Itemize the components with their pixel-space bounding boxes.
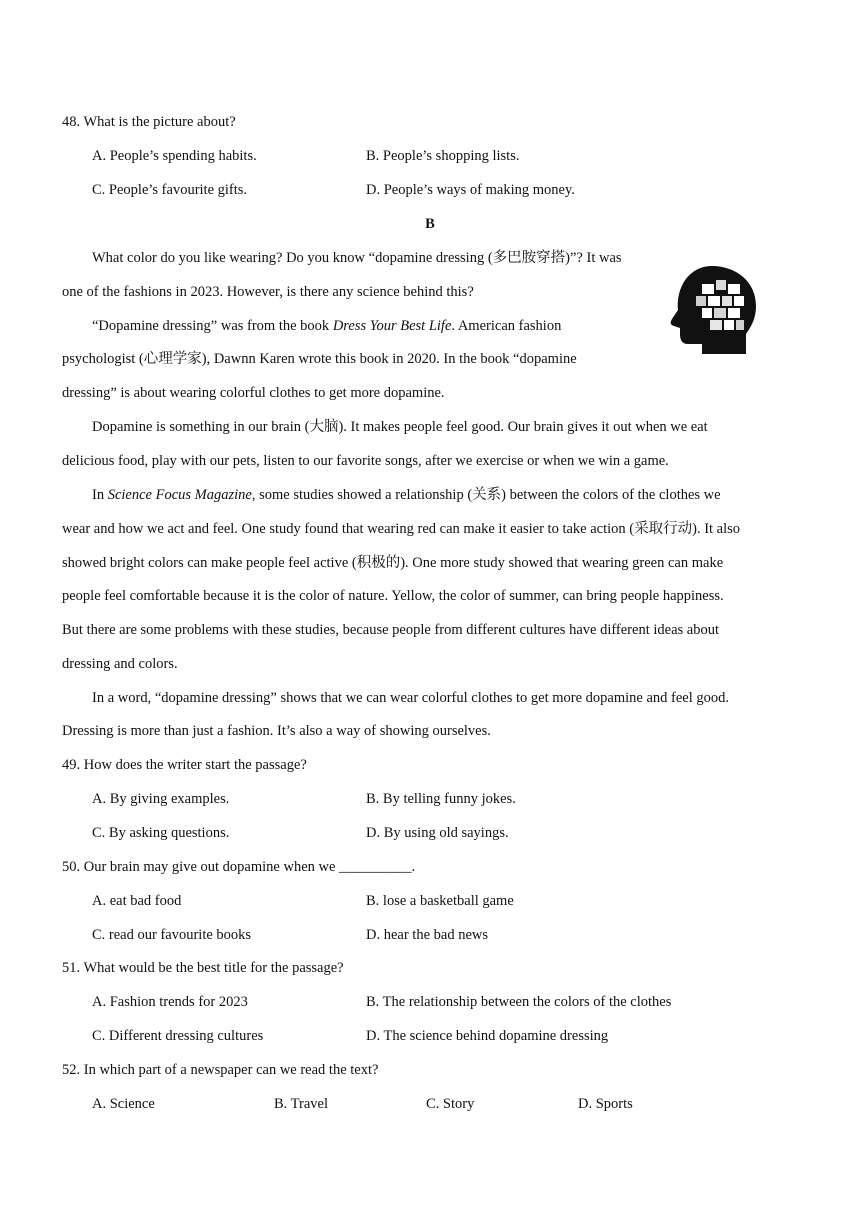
q52-option-d: D. Sports <box>578 1096 633 1112</box>
q49-option-d: D. By using old sayings. <box>366 825 509 841</box>
magazine-title: Science Focus Magazine <box>107 487 252 503</box>
book-title: Dress Your Best Life <box>332 318 452 334</box>
passage-line: What color do you like wearing? Do you know “dopamine dressing (多巴胺穿搭)”? It was <box>92 250 622 266</box>
q48-option-d: D. People’s ways of making money. <box>366 182 575 198</box>
q49-option-a: A. By giving examples. <box>92 791 230 807</box>
q50-option-b: B. lose a basketball game <box>366 893 514 909</box>
q48-option-c: C. People’s favourite gifts. <box>92 182 248 198</box>
passage-line: delicious food, play with our pets, listen to our favorite songs, after we exercise or when we win a game. <box>62 453 669 469</box>
question-50: 50. Our brain may give out dopamine when we __________. <box>62 859 416 875</box>
passage-line: But there are some problems with these studies, because people from different cultures have different ideas about <box>62 622 719 638</box>
passage-line <box>92 486 721 504</box>
brain-head-icon <box>662 262 762 358</box>
question-52: 52. In which part of a newspaper can we read the text? <box>62 1062 379 1078</box>
q49-option-b: B. By telling funny jokes. <box>366 791 516 807</box>
passage-line: Dopamine is something in our brain (大脑). It makes people feel good. Our brain gives it out when we eat <box>92 419 708 435</box>
passage-line: showed bright colors can make people feel active (积极的). One more study showed that wearing green can make <box>62 555 724 571</box>
section-title: B <box>425 216 435 232</box>
q51-option-a: A. Fashion trends for 2023 <box>92 994 248 1010</box>
passage-text: “Dopamine dressing” was from the book <box>92 318 333 334</box>
passage-line: wear and how we act and feel. One study found that wearing red can make it easier to take action (采取行动). It also <box>62 521 741 537</box>
passage-line: Dressing is more than just a fashion. It’s also a way of showing ourselves. <box>62 723 491 739</box>
passage-text: In <box>92 487 108 503</box>
passage-text: , some studies showed a relationship (关系) between the colors of the clothes we <box>251 487 721 503</box>
q52-option-a: A. Science <box>92 1096 155 1112</box>
q48-option-a: A. People’s spending habits. <box>92 148 257 164</box>
passage-line: dressing and colors. <box>62 656 178 672</box>
passage-line <box>92 317 561 335</box>
passage-line: dressing” is about wearing colorful clothes to get more dopamine. <box>62 385 445 401</box>
q51-option-c: C. Different dressing cultures <box>92 1028 264 1044</box>
question-49: 49. How does the writer start the passage? <box>62 757 307 773</box>
q51-option-d: D. The science behind dopamine dressing <box>366 1028 609 1044</box>
q52-option-c: C. Story <box>426 1096 475 1112</box>
passage-line: In a word, “dopamine dressing” shows that we can wear colorful clothes to get more dopamine and feel good. <box>92 690 729 706</box>
q50-option-c: C. read our favourite books <box>92 927 252 943</box>
q50-option-a: A. eat bad food <box>92 893 182 909</box>
passage-line: psychologist (心理学家), Dawnn Karen wrote this book in 2020. In the book “dopamine <box>62 351 577 367</box>
q48-option-b: B. People’s shopping lists. <box>366 148 520 164</box>
question-51: 51. What would be the best title for the passage? <box>62 960 344 976</box>
q51-option-b: B. The relationship between the colors of the clothes <box>366 994 672 1010</box>
question-48: 48. What is the picture about? <box>62 114 236 130</box>
q52-option-b: B. Travel <box>274 1096 328 1112</box>
passage-line: people feel comfortable because it is the color of nature. Yellow, the color of summer, can bring people happiness. <box>62 588 724 604</box>
q49-option-c: C. By asking questions. <box>92 825 230 841</box>
passage-line: one of the fashions in 2023. However, is there any science behind this? <box>62 284 474 300</box>
passage-text: . American fashion <box>451 318 562 334</box>
q50-option-d: D. hear the bad news <box>366 927 488 943</box>
